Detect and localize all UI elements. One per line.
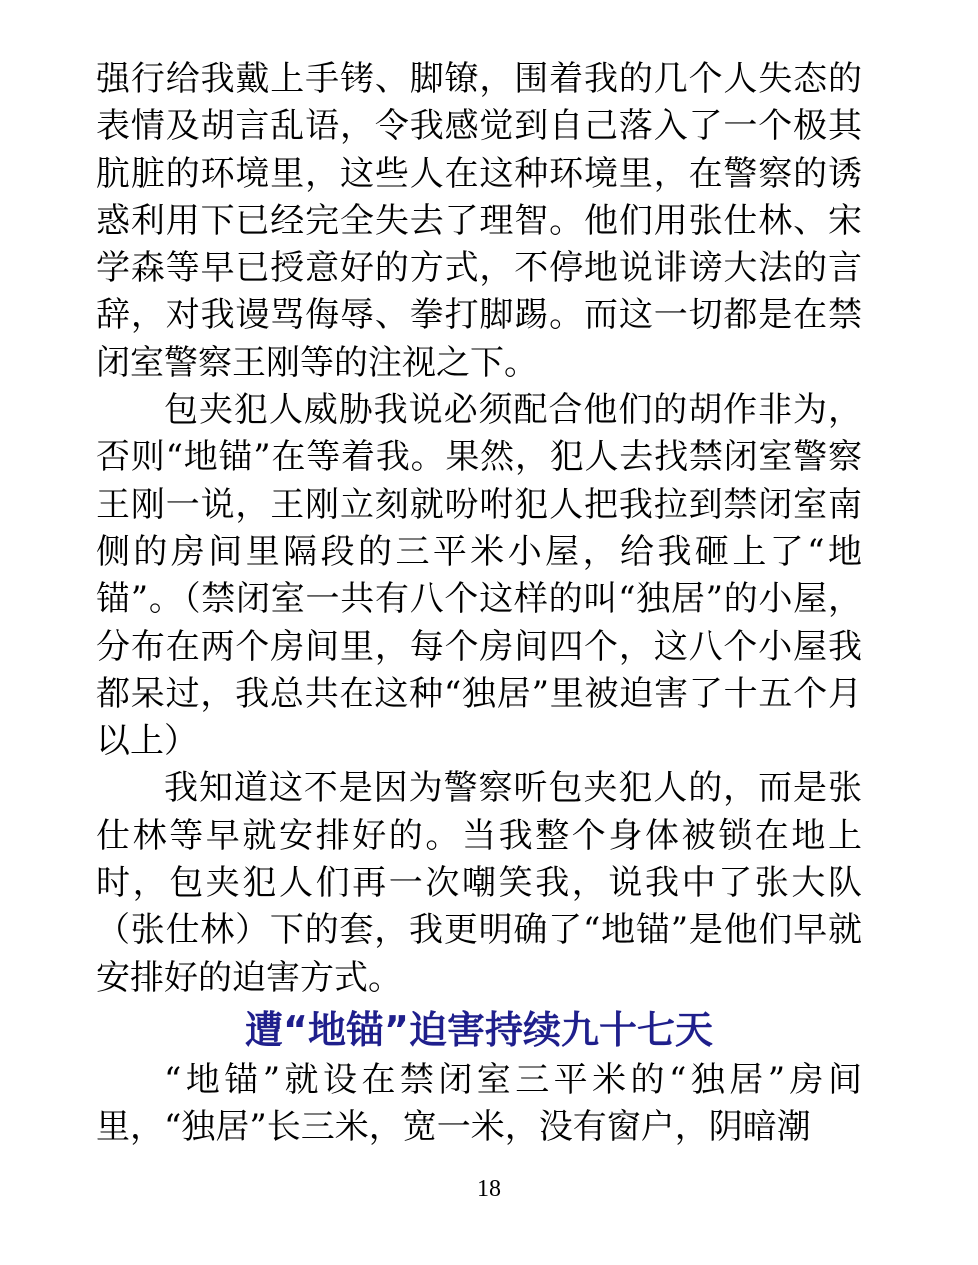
paragraph-4: “地锚”就设在禁闭室三平米的“独居”房间里，“独居”长三米，宽一米，没有窗户，阴暗潮 <box>96 1059 862 1148</box>
page-content <box>96 56 862 1152</box>
page-number: 18 <box>477 1176 501 1202</box>
section-heading: 遭“地锚”迫害持续九十七天 <box>245 1007 713 1052</box>
paragraph-2: 包夹犯人威胁我说必须配合他们的胡作非为，否则“地锚”在等着我。果然，犯人去找禁闭室警察王刚一说，王刚立刻就吩咐犯人把我拉到禁闭室南侧的房间里隔段的三平米小屋，给我砸上了“地锚”。（禁闭室一共有八个这样的叫“独居”的小屋，分布在两个房间里，每个房间四个，这八个小屋我都呆过，我总共在这种“独居”里被迫害了十五个月以上） <box>96 390 862 762</box>
paragraph-3: 我知道这不是因为警察听包夹犯人的，而是张仕林等早就安排好的。当我整个身体被锁在地上时，包夹犯人们再一次嘲笑我，说我中了张大队（张仕林）下的套，我更明确了“地锚”是他们早就安排好的迫害方式。 <box>96 768 862 998</box>
paragraph-1: 强行给我戴上手铐、脚镣，围着我的几个人失态的表情及胡言乱语，令我感觉到自己落入了一个极其肮脏的环境里，这些人在这种环境里，在警察的诱惑利用下已经完全失去了理智。他们用张仕林、宋学森等早已授意好的方式，不停地说诽谤大法的言辞，对我谩骂侮辱、拳打脚踢。而这一切都是在禁闭室警察王刚等的注视之下。 <box>96 59 862 383</box>
